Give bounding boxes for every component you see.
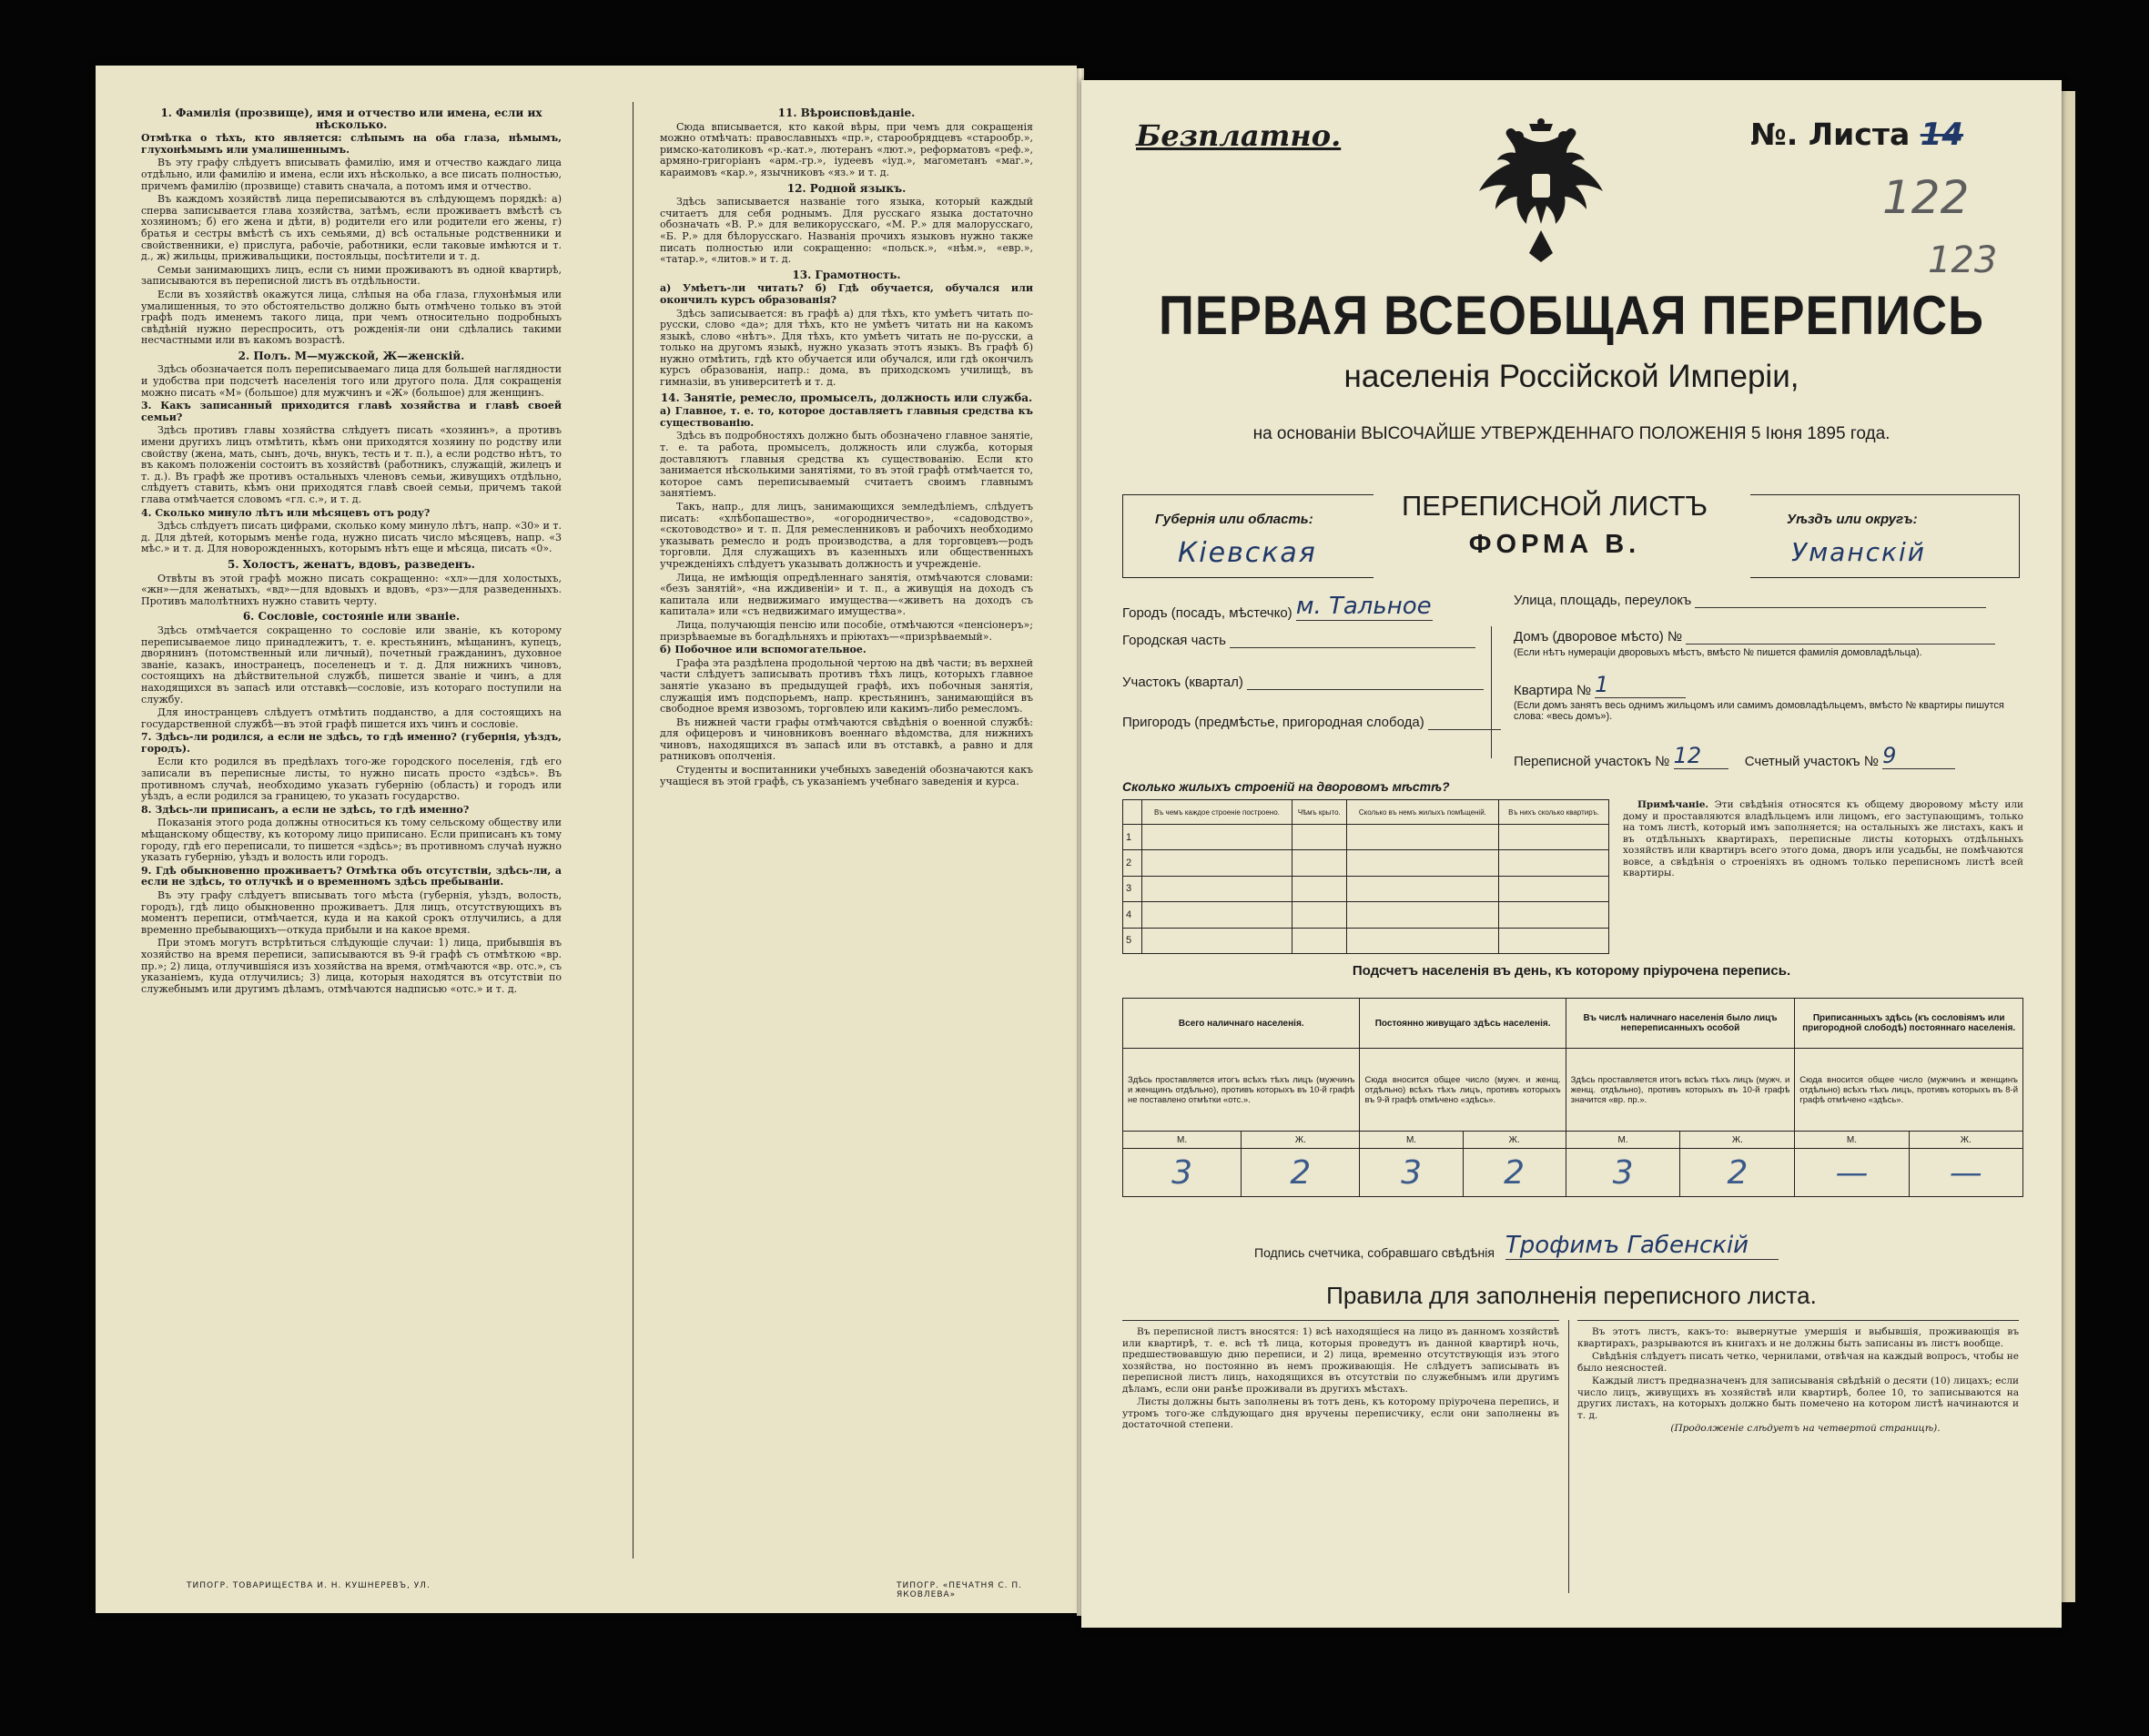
instruction-paragraph: Здѣсь записывается названіе того языка, который каждый считаетъ для себя роднымъ. Для русскаго языка достаточно обозначать «В. Р.» для великорусскаго, «М. Р.» для малорусскаго, «Б. Р.» для бѣлорусскаго. Названія прочихъ языковъ нужно также писать полностью или сокращенно: «польск.», «нѣм.», «евр.», «татар.», «литов.» и т. д. [660,196,1033,266]
instruction-paragraph: Здѣсь отмѣчается сокращенно то сословіе или званіе, къ которому переписываемое лицо принадлежитъ, т. е. крестьянинъ, мѣщанинъ, купецъ, дворянинъ (потомственный или личный), почетный гражданинъ, духовное званіе, казакъ, иностранецъ, поселенецъ и т. д. Для нижнихъ чиновъ, состоящихъ на дѣйствительной службѣ, пишется званіе и чинъ, а для находящихся въ запасѣ или отставкѣ—сословіе, изъ котораго поступили на службу. [141,624,562,706]
buildings-row [1123,850,1609,876]
sheet-number-value: 14 [1920,117,1964,153]
instruction-heading: Отмѣтка о тѣхъ, кто является: слѣпымъ на оба глаза, нѣмымъ, глухонѣмымъ или умалишеннымъ. [141,132,562,156]
form-title: ПЕРВАЯ ВСЕОБЩАЯ ПЕРЕПИСЬ [1159,285,1984,347]
uezd-label: Уѣздъ или округъ: [1787,512,1918,527]
buildings-header-cell: Въ нихъ сколько квартиръ. [1499,800,1609,825]
instruction-paragraph: Если кто родился въ предѣлахъ того-же городского поселенія, гдѣ его записали въ переписные листы, то нужно писать просто «здѣсь». Въ противномъ случаѣ, необходимо указать губернію (область) и городъ или уѣздъ, а если родился за границею, то указать государство. [141,756,562,803]
buildings-header-cell: Въ чемъ каждое строеніе построено. [1142,800,1292,825]
instruction-heading: 3. Какъ записанный приходится главѣ хозяйства и главѣ своей семьи? [141,400,562,423]
instructions-column-2 [660,104,1033,789]
instruction-paragraph: Отвѣты въ этой графѣ можно писать сокращенно: «хл»—для холостыхъ, «жн»—для женатыхъ, «вд»—для вдовыхъ и вдовъ, «рз»—для разведенныхъ. Противъ малолѣтнихъ нужно ставить черту. [141,572,562,607]
instruction-paragraph: Въ эту графу слѣдуетъ вписывать того мѣста (губернія, уѣздъ, волость, городъ), гдѣ лицо обыкновенно проживаетъ. Для лицъ, отсутствующихъ въ моментъ переписи, отмѣчается, куда и на какой срокъ отлучились, а для временно пребывающихъ—откуда прибыли и на какое время. [141,889,562,936]
rule-paragraph: Свѣдѣнія слѣдуетъ писать четко, чернилами, отвѣчая на каждый вопросъ, чтобы не было неясностей. [1577,1351,2019,1374]
buildings-cell [1142,825,1292,850]
apartment-row [1514,672,2019,722]
count-header-cell: Въ числѣ наличнаго населенія было лицъ непереписанныхъ особой [1566,999,1795,1049]
suburb-row [1122,715,1501,730]
female-column-header: Ж. [1463,1132,1566,1149]
buildings-cell [1292,825,1346,850]
rule-paragraph: Въ переписной листъ вносятся: 1) всѣ находящіеся на лицо въ данномъ хозяйствѣ или квартирѣ, т. е. всѣ тѣ лица, которыя проведутъ въ данной квартирѣ ночь, предшествовавшую дню переписи, и 2) лица, временно отсутствующія изъ этого хозяйства, но постоянно въ немъ проживающія. Не слѣдуетъ записывать въ переписной листъ лицъ, находящихся въ отсутствіи по служебнымъ или другимъ дѣламъ, если они ранѣе проживали въ другихъ мѣстахъ. [1122,1326,1559,1395]
instruction-heading: 8. Здѣсь-ли приписанъ, а если не здѣсь, то гдѣ именно? [141,803,470,816]
apartment-label: Квартира № [1514,683,1592,698]
city-value: м. Тальное [1295,593,1432,620]
count-header-cell: Всего наличнаго населенія. [1123,999,1360,1049]
buildings-cell [1292,850,1346,876]
rule-paragraph: Въ этотъ листъ, какъ-то: вывернутые умершія и выбывшія, проживающія въ квартирахъ, разрываются въ книгахъ и не должны быть записаны въ листъ вообще. [1577,1326,2019,1349]
instruction-heading: 11. Вѣроисповѣданіе. [777,107,916,119]
instruction-heading: б) Побочное или вспомогательное. [660,644,867,656]
male-column-header: М. [1566,1132,1680,1149]
province-label: Губернія или область: [1155,512,1313,527]
apartment-note: (Если домъ занятъ весь однимъ жильцомъ или самимъ домовладѣльцемъ, вмѣсто № квартиры пишутся слова: «весь домъ»). [1514,700,2004,722]
buildings-note-text: Эти свѣдѣнія относятся къ общему дворовому мѣсту или дому и проставляются владѣльцемъ или лицомъ, его заступающимъ, только на томъ листѣ, который имъ заполняется; на остальныхъ же листахъ, какъ и въ отдѣльныхъ квартирахъ, переписные листы которыхъ отдѣльныхъ хозяйствъ или квартиръ всего этого дома, дворъ или усадьбы, не помѣчаются вовсе, а свѣдѣнія о строеніяхъ въ одномъ только переписномъ листѣ всей квартиры. [1623,799,2023,878]
left-page [96,66,1077,1613]
signature-row [1254,1232,1779,1260]
count-header-cell: Приписанныхъ здѣсь (къ сословіямъ или пригородной слободѣ) постояннаго населенія. [1795,999,2023,1049]
count-description-cell: Здѣсь проставляется итогъ всѣхъ тѣхъ лицъ (мужч. и женщ. отдѣльно), противъ которыхъ въ 10-й графѣ значится «вр. пр.». [1566,1049,1795,1132]
buildings-note [1623,799,2023,881]
buildings-cell [1499,902,1609,928]
buildings-row-number: 3 [1123,876,1142,901]
instruction-heading: 7. Здѣсь-ли родился, а если не здѣсь, то гдѣ именно? (губернія, уѣздъ, городъ). [141,731,562,755]
instruction-paragraph: Такъ, напр., для лицъ, занимающихся земледѣліемъ, слѣдуетъ писать: «хлѣбопашество», «огородничество», «садоводство», «скотоводство» и т. п. Для ремесленниковъ и рабочихъ необходимо указывать ремесло и родъ производства, а для торговцевъ—родъ торговли. Для служащихъ въ казенныхъ или общественныхъ учрежденіяхъ слѣдуетъ указывать должность и учрежденіе. [660,501,1033,570]
instruction-heading: 14. Занятіе, ремесло, промыселъ, должность или служба. [660,391,1033,404]
pencil-number-top: 122 [1882,171,1970,224]
buildings-cell [1142,876,1292,901]
buildings-row [1123,876,1609,901]
instruction-paragraph: Студенты и воспитанники учебныхъ заведеній обозначаются какъ учащіеся въ этой графѣ, съ указаніемъ учебнаго заведенія и курса. [660,764,1033,787]
male-column-header: М. [1795,1132,1909,1149]
buildings-row-number: 1 [1123,825,1142,850]
count-value-cell: 3 [1123,1149,1242,1197]
city-row [1122,593,1433,621]
uezd-value: Уманскій [1791,537,1926,567]
street-value [1695,593,1986,608]
signature-label: Подпись счетчика, собравшаго свѣдѣнія [1254,1245,1495,1260]
buildings-cell [1499,850,1609,876]
uezd-box [1750,494,2020,578]
suburb-label: Пригородъ (предмѣстье, пригородная слобода) [1122,715,1424,730]
rule-paragraph: Листы должны быть заполнены въ тотъ день, къ которому пріурочена перепись, и утромъ того-же слѣдующаго дня вручены переписчику, если они заполнены въ достаточной степени. [1122,1396,1559,1430]
count-value-cell: — [1795,1149,1909,1197]
buildings-cell [1499,825,1609,850]
province-value: Кіевская [1178,537,1317,569]
male-column-header: М. [1123,1132,1242,1149]
instruction-paragraph: Здѣсь записывается: въ графѣ а) для тѣхъ, кто умѣетъ читать по-русски, слово «да»; для тѣхъ, кто не умѣетъ читать ни на какомъ языкѣ, слово «нѣтъ». Для тѣхъ, кто умѣетъ читать не по-русски, а только на другомъ языкѣ, нужно указать этотъ языкъ. Въ графѣ б) нужно отмѣтить, гдѣ кто обучается или обучался, или гдѣ окончилъ курсъ образованія, напр.: дома, въ приходскомъ училищѣ, въ гимназіи, въ университетѣ и т. д. [660,307,1033,389]
buildings-cell [1499,876,1609,901]
buildings-cell [1499,928,1609,953]
city-label: Городъ (посадъ, мѣстечко) [1122,605,1292,621]
city-part-value [1230,633,1475,648]
instruction-heading: 9. Гдѣ обыкновенно проживаетъ? Отмѣтка объ отсутствіи, здѣсь-ли, а если не здѣсь, то отлучкѣ и о временномъ здѣсь пребываніи. [141,864,562,888]
instruction-heading: 1. Фамилія (прозвище), имя и отчество или имена, если их нѣсколько. [160,107,542,131]
city-part-row [1122,633,1475,648]
instruction-paragraph: При этомъ могутъ встрѣтиться слѣдующіе случаи: 1) лица, прибывшія въ хозяйство на время переписи, записываются въ 9-й графѣ съ отмѣткою «вр. пр.»; 2) лица, отлучившіяся изъ хозяйства на время, отмѣчаются «вр. отс.», съ указаніемъ, куда отлучились; 3) лица, которыя находятся въ отсутствіи по служебнымъ или другимъ дѣламъ, отмѣчаются надписью «отс.» и т. д. [141,937,562,995]
buildings-cell [1292,928,1346,953]
street-label: Улица, площадь, переулокъ [1514,593,1692,608]
count-value-cell: — [1909,1149,2022,1197]
double-headed-eagle-emblem-icon [1473,117,1609,267]
female-column-header: Ж. [1909,1132,2022,1149]
buildings-cell [1142,850,1292,876]
house-value [1686,629,1995,645]
buildings-table [1122,799,1609,954]
buildings-cell [1346,876,1498,901]
population-count-table [1122,998,2023,1197]
form-type [1336,490,1773,560]
instructions-column-1 [141,104,562,997]
instruction-heading: 6. Сословіе, состояніе или званіе. [242,610,461,624]
instruction-paragraph: Лица, не имѣющія опредѣленнаго занятія, отмѣчаются словами: «безъ занятій», «на иждивеніи» и т. п., а живущія на доходъ съ капитала или недвижимаго имущества—«живетъ на доходъ съ капитала» или «съ недвижимаго имущества». [660,571,1033,618]
form-type-title: ПЕРЕПИСНОЙ ЛИСТЪ [1401,490,1708,522]
buildings-cell [1346,850,1498,876]
instruction-paragraph: Здѣсь обозначается полъ переписываемаго лица для большей наглядности и удобства при подсчетѣ населенія того или другого пола. Для сокращенія можно писать «М» (большое) для мужчинъ и «Ж» (большое) для женщинъ. [141,363,562,399]
instruction-paragraph: Лица, получающія пенсію или пособіе, отмѣчаются «пенсіонеръ»; призрѣваемые въ богадѣльняхъ и пріютахъ—«призрѣваемый». [660,618,1033,643]
district-label: Участокъ (квартал) [1122,675,1243,690]
printer-imprint-right: ТИПОГР. «ПЕЧАТНЯ С. П. ЯКОВЛЕВА» [897,1581,1023,1599]
buildings-cell [1292,902,1346,928]
female-column-header: Ж. [1242,1132,1360,1149]
count-value-cell: 2 [1463,1149,1566,1197]
instruction-paragraph: Если въ хозяйствѣ окажутся лица, слѣпыя на оба глаза, глухонѣмыя или умалишенныя, то это обстоятельство должно быть отмѣчено только въ этой графѣ подъ именемъ такого лица, при чемъ относительно подробныхъ свѣдѣній нужно переспросить, отъ рожденія-ли они сдѣлались такими несчастными или въ какомъ возрастѣ. [141,288,562,347]
decree-line: на основаніи ВЫСОЧАЙШЕ УТВЕРЖДЕННАГО ПОЛОЖЕНІЯ 5 Іюня 1895 года. [1252,424,1891,443]
buildings-question: Сколько жилыхъ строеній на дворовомъ мѣстѣ? [1122,779,1450,794]
buildings-row-number: 5 [1123,928,1142,953]
census-area-value: 12 [1674,743,1728,769]
census-area-label: Переписной участокъ № [1514,754,1670,769]
apartment-value: 1 [1595,672,1686,698]
instruction-paragraph: Сюда вписывается, кто какой вѣры, при чемъ для сокращенія можно отмѣчать: православныхъ «пр.», старообрядцевъ «старообр.», римско-католиковъ «р.-кат.», лютеранъ «лют.», реформатовъ «реф.», армяно-григоріанъ «арм.-гр.», іудеевъ «іуд.», магометанъ «маг.», караимовъ «кар.», язычниковъ «яз.» и т. д. [660,120,1033,178]
rules-divider [1568,1320,1569,1593]
count-value-cell: 3 [1566,1149,1680,1197]
instruction-paragraph: Здѣсь противъ главы хозяйства слѣдуетъ писать «хозяинъ», а противъ имени другихъ лицъ отмѣтить, кѣмъ они приходятся хозяину по родству или свойству (жена, мать, сынъ, дочь, внукъ, тесть и т. п.), а если родство нѣтъ, то въ какомъ положеніи состоитъ въ хозяйствѣ (работникъ, служащій, жилецъ и т. д.). Въ графѣ же противъ остальныхъ членовъ семьи, живущихъ отдѣльно, слѣдуетъ ставить, кѣмъ они приходятся главѣ своей семьи, причемъ такой глава отмѣчается словомъ «гл. с.», и т. д. [141,424,562,505]
column-divider [633,102,634,1558]
buildings-row [1123,928,1609,953]
signature-value: Трофимъ Габенскій [1505,1232,1779,1260]
count-description-cell: Здѣсь проставляется итогъ всѣхъ тѣхъ лицъ (мужчинъ и женщинъ отдѣльно), противъ которыхъ въ 10-й графѣ не поставлено отмѣтки «отс.». [1123,1049,1360,1132]
instruction-heading: 5. Холостъ, женатъ, вдовъ, разведенъ. [228,557,475,571]
instruction-paragraph: Показанія этого рода должны относиться къ тому сельскому обществу или мѣщанскому обществу, къ которому лицо приписано. Если приписанъ къ тому городу, гдѣ его переписали, то пишется «здѣсь»; въ противномъ случаѣ нужно указать губернію, уѣздъ и волость или городъ. [141,817,562,864]
form-type-letter: ФОРМА В. [1468,530,1641,559]
street-row [1514,593,1986,608]
count-description-cell: Сюда вносится общее число (мужч. и женщ. отдѣльно) всѣхъ тѣхъ лицъ, противъ которыхъ въ 9-й графѣ отмѣчено «здѣсь». [1360,1049,1566,1132]
instruction-paragraph: Графа эта раздѣлена продольной чертою на двѣ части; въ верхней части слѣдуетъ записывать противъ тѣхъ лицъ, которыхъ главное занятіе указано въ предыдущей графѣ, ихъ побочныя занятія, служащія имъ подспорьемъ, напр. крестьянинъ, занимающійся въ свободное время извозомъ, торговлею или какимъ-либо ремесломъ. [660,656,1033,716]
census-area-row [1514,743,1955,769]
instruction-paragraph: Для иностранцевъ слѣдуетъ отмѣтить подданство, а для состоящихъ на государственной службѣ—въ этой графѣ пишется ихъ чинъ и сословіе. [141,706,562,730]
instruction-paragraph: Здѣсь слѣдуетъ писать цифрами, сколько кому минуло лѣтъ, напр. «30» и т. д. Для дѣтей, которымъ менѣе года, нужно писать число мѣсяцевъ, напр. «3 мѣс.» и т. д. Для новорожденныхъ, которымъ нѣтъ еще и мѣсяца, писать «0». [141,520,562,555]
count-value-cell: 2 [1680,1149,1795,1197]
buildings-header-corner [1123,800,1142,825]
city-part-label: Городская часть [1122,633,1226,648]
rule-paragraph: Каждый листъ предназначенъ для записыванія свѣдѣній о десяти (10) лицахъ; если число лицъ, живущихъ въ хозяйствѣ или квартирѣ, более 10, то записываются на других листахъ, на которыхъ должно быть помечено на котором листѣ начинаются и т. д. [1577,1376,2019,1421]
rules-column-right [1577,1320,2019,1437]
printer-imprint-left: ТИПОГР. ТОВАРИЩЕСТВА И. Н. КУШНЕРЕВЪ, УЛ. [187,1581,431,1590]
population-count-title: Подсчетъ населенія въ день, къ которому пріурочена перепись. [1352,963,1791,979]
count-value-cell: 2 [1242,1149,1360,1197]
buildings-row-number: 4 [1123,902,1142,928]
buildings-note-title: Примѣчаніе. [1637,799,1709,810]
buildings-header-cell: Чѣмъ крыто. [1292,800,1346,825]
male-column-header: М. [1360,1132,1463,1149]
count-header-cell: Постоянно живущаго здѣсь населенія. [1360,999,1566,1049]
buildings-cell [1346,902,1498,928]
house-note: (Если нѣтъ нумераціи дворовыхъ мѣстъ, вмѣсто № пишется фамилія домовладѣльца). [1514,647,1922,658]
count-value-cell: 3 [1360,1149,1463,1197]
count-area-label: Счетный участокъ № [1744,754,1879,769]
house-label: Домъ (дворовое мѣсто) № [1514,629,1683,645]
buildings-row [1123,825,1609,850]
address-divider [1491,626,1492,758]
instruction-heading: 2. Полъ. М—мужской, Ж—женскій. [238,349,465,362]
count-description-cell: Сюда вносится общее число (мужчинъ и женщинъ отдѣльно) всѣхъ тѣхъ лицъ, противъ которыхъ въ 8-й графѣ отмѣчено «здѣсь». [1795,1049,2023,1132]
pencil-number-bottom: 123 [1928,239,1998,281]
rules-title: Правила для заполненія переписного листа. [1326,1282,1817,1309]
instruction-heading: 12. Родной языкъ. [786,181,907,195]
instruction-heading: 13. Грамотность. [792,268,901,281]
instruction-paragraph: Въ каждомъ хозяйствѣ лица переписываются въ слѣдующемъ порядкѣ: а) сперва записывается глава хозяйства, затѣмъ, если проживаетъ вмѣстѣ съ хозяиномъ; б) его жена и дѣти, в) родители его или родители его жены, г) братья и сестры вмѣстѣ съ ихъ семьями, д) всѣ остальные родственники и свойственники, е) прислуга, рабочіе, работники, если таковые имѣются и т. д., ж) жильцы, приживальщики, постояльцы, посѣтители и т. д. [141,193,562,263]
count-area-value: 9 [1882,743,1955,769]
buildings-cell [1142,928,1292,953]
buildings-header-cell: Сколько въ немъ жилыхъ помѣщеній. [1346,800,1498,825]
instruction-paragraph: Въ нижней части графы отмѣчаются свѣдѣнія о военной службѣ: для офицеровъ и чиновниковъ военнаго вѣдомства, для нижнихъ чиновъ, находящихся въ запасѣ или въ отставкѣ, а равно и для ратниковъ ополченія. [660,716,1033,763]
census-form-page [1081,80,2062,1628]
sheet-number [1750,117,1963,153]
buildings-cell [1346,928,1498,953]
buildings-row-number: 2 [1123,850,1142,876]
buildings-row [1123,902,1609,928]
instruction-paragraph: Семьи занимающихъ лицъ, если съ ними проживаютъ въ одной квартирѣ, записываются въ переписной листъ въ отдѣльности. [141,263,562,288]
instruction-paragraph: Здѣсь въ подробностяхъ должно быть обозначено главное занятіе, т. е. та работа, промыселъ, должность или служба, которыя доставляютъ главныя средства къ существованію. Если кто занимается нѣсколькими занятіями, то въ этой графѣ отмѣчается то, которое самъ переписываемый считаетъ своимъ главнымъ занятіемъ. [660,430,1033,500]
district-row [1122,675,1484,690]
free-label: Безплатно. [1136,118,1342,153]
instruction-heading: 4. Сколько минуло лѣтъ или мѣсяцевъ отъ роду? [141,506,431,519]
female-column-header: Ж. [1680,1132,1795,1149]
form-subtitle: населенія Россійской Имперіи, [1343,359,1799,394]
buildings-cell [1292,876,1346,901]
rules-continuation-note: (Продолженіе слѣдуетъ на четвертой страницѣ). [1670,1423,1941,1434]
suburb-value [1428,715,1501,730]
instruction-paragraph: Въ эту графу слѣдуетъ вписывать фамилію, имя и отчество каждаго лица отдѣльно, или фамилію и имена, если ихъ нѣсколько, а все писать полностью, причемъ фамилію (прозвище) ставить сначала, а потомъ имя и отчество. [141,157,562,192]
buildings-cell [1142,902,1292,928]
sheet-number-label: №. Листа [1750,117,1911,152]
instruction-heading: а) Главное, т. е. то, которое доставляетъ главныя средства къ существованію. [660,405,1033,429]
rules-column-left [1122,1320,1559,1433]
district-value [1247,675,1484,690]
house-row [1514,629,1995,658]
buildings-cell [1346,825,1498,850]
instruction-heading: а) Умѣетъ-ли читать? б) Гдѣ обучается, обучался или окончилъ курсъ образованія? [660,282,1033,306]
